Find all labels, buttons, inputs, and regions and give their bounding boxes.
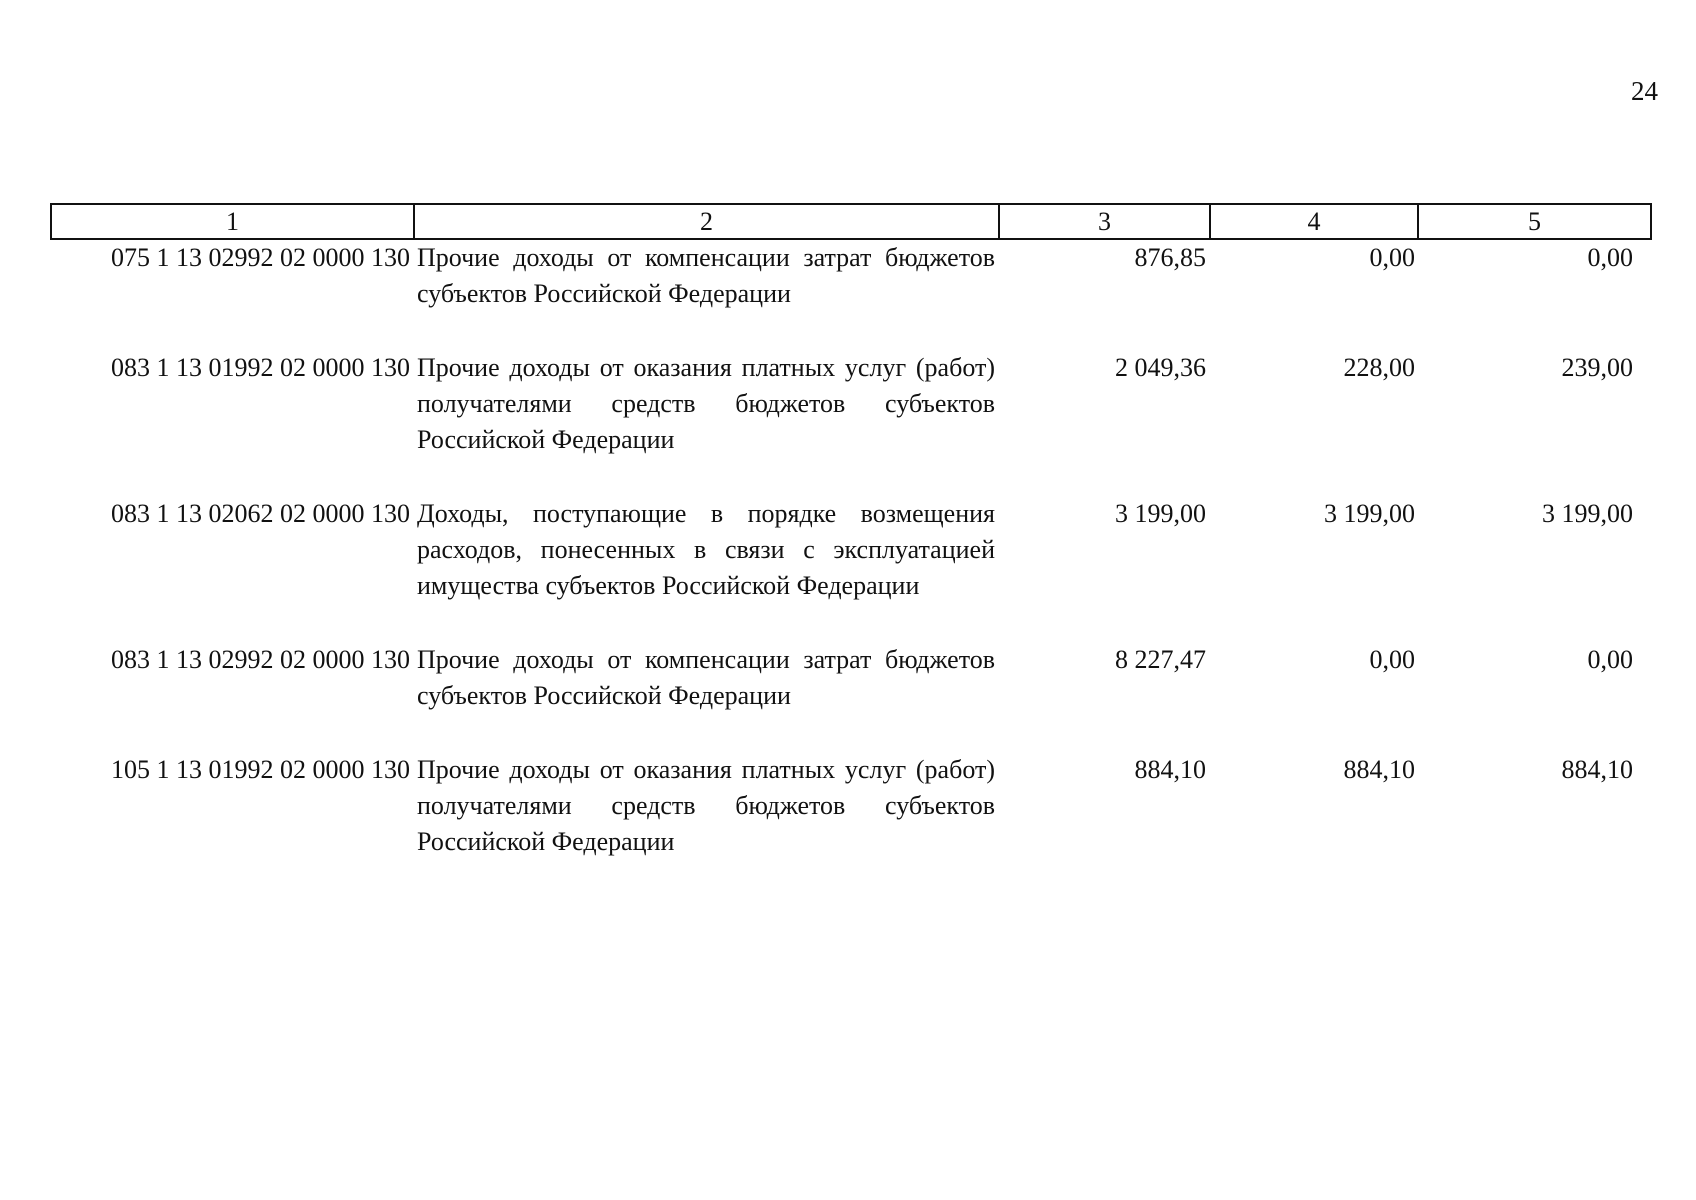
amount-col5: 3 199,00: [1542, 499, 1633, 528]
amount-col4: 884,10: [1343, 755, 1415, 784]
revenue-table: [50, 203, 1652, 898]
table-row: [51, 642, 1651, 752]
amount-col5: 884,10: [1561, 755, 1633, 784]
budget-code: 083 1 13 02062 02 0000 130: [111, 499, 410, 528]
revenue-table-container: [50, 203, 1650, 898]
amount-col3: 884,10: [1134, 755, 1206, 784]
revenue-name: Прочие доходы от компенсации затрат бюджетов субъектов Российской Федерации: [417, 645, 995, 710]
amount-col5: 239,00: [1561, 353, 1633, 382]
budget-code: 083 1 13 02992 02 0000 130: [111, 645, 410, 674]
amount-col5: 0,00: [1587, 243, 1633, 272]
revenue-name: Доходы, поступающие в порядке возмещения расходов, понесенных в связи с эксплуатацией имущества субъектов Российской Федерации: [417, 499, 995, 600]
amount-col3: 2 049,36: [1115, 353, 1206, 382]
table-header: [51, 204, 1651, 239]
page-number: 24: [1631, 76, 1658, 106]
amount-col5: 0,00: [1587, 645, 1633, 674]
column-header-4: 4: [1210, 204, 1418, 239]
table-row: [51, 752, 1651, 898]
revenue-name: Прочие доходы от компенсации затрат бюджетов субъектов Российской Федерации: [417, 243, 995, 308]
table-body: [51, 239, 1651, 898]
amount-col3: 3 199,00: [1115, 499, 1206, 528]
amount-col3: 876,85: [1134, 243, 1206, 272]
header-row: [51, 204, 1651, 239]
budget-code: 105 1 13 01992 02 0000 130: [111, 755, 410, 784]
column-header-2: 2: [414, 204, 999, 239]
column-header-5: 5: [1418, 204, 1651, 239]
revenue-name: Прочие доходы от оказания платных услуг (работ) получателями средств бюджетов субъектов Российской Федерации: [417, 755, 995, 856]
table-row: [51, 239, 1651, 350]
amount-col4: 0,00: [1369, 243, 1415, 272]
amount-col3: 8 227,47: [1115, 645, 1206, 674]
amount-col4: 0,00: [1369, 645, 1415, 674]
amount-col4: 228,00: [1343, 353, 1415, 382]
table-row: [51, 350, 1651, 496]
table-row: [51, 496, 1651, 642]
column-header-3: 3: [999, 204, 1210, 239]
revenue-name: Прочие доходы от оказания платных услуг (работ) получателями средств бюджетов субъектов Российской Федерации: [417, 353, 995, 454]
budget-code: 083 1 13 01992 02 0000 130: [111, 353, 410, 382]
budget-code: 075 1 13 02992 02 0000 130: [111, 243, 410, 272]
column-header-1: 1: [51, 204, 414, 239]
amount-col4: 3 199,00: [1324, 499, 1415, 528]
